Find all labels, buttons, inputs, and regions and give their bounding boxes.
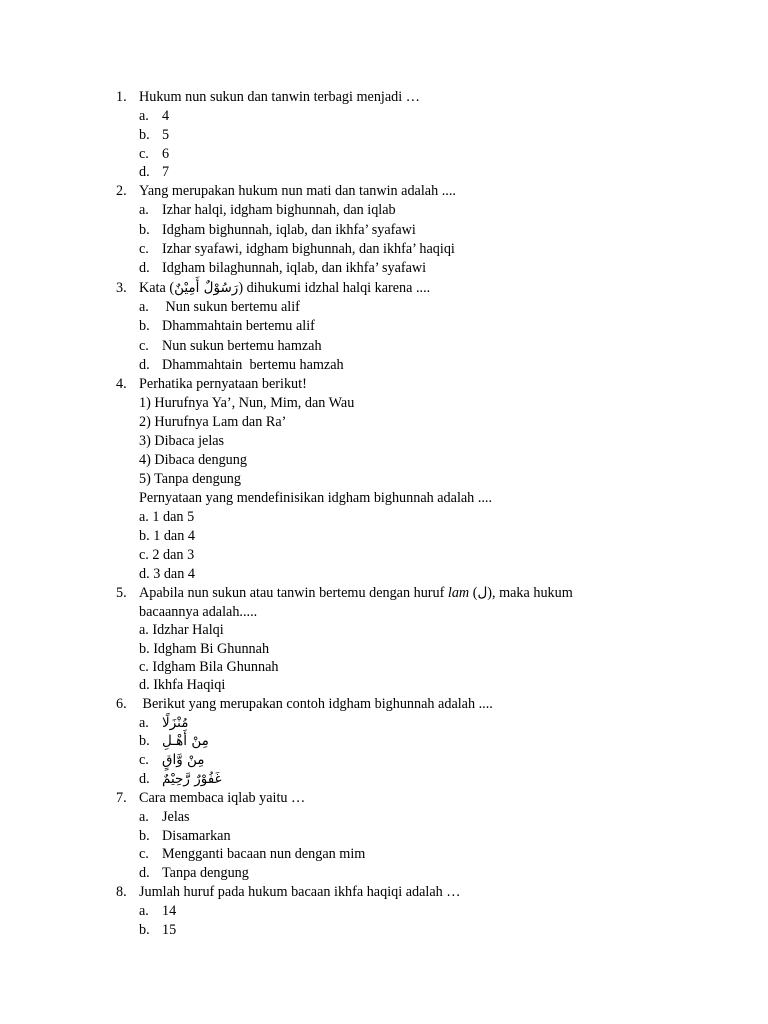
option-c <box>116 145 736 164</box>
option-text: 4 <box>162 108 170 124</box>
option-text: Dhammahtain bertemu alif <box>162 318 315 335</box>
option-a <box>116 714 736 733</box>
option-label: d. <box>139 771 150 788</box>
option-label: a. <box>139 808 149 825</box>
option-text: Idgham bilaghunnah, iqlab, dan ikhfa’ syafawi <box>162 260 427 277</box>
question-text-mid: ( <box>469 585 478 602</box>
option-c: c. Idgham Bila Ghunnah <box>139 659 279 676</box>
option-label: a. <box>139 202 149 219</box>
option-c <box>116 337 736 356</box>
option-d: d. 3 dan 4 <box>139 566 195 583</box>
question-text: Hukum nun sukun dan tanwin terbagi menjadi … <box>139 89 420 105</box>
question-stem <box>116 789 736 808</box>
option-c <box>116 240 736 259</box>
arabic-letter: ل <box>477 585 488 602</box>
option-label: b. <box>139 827 150 844</box>
question-text <box>139 584 619 621</box>
option-label: d. <box>139 260 150 277</box>
option-label: c. <box>139 241 149 257</box>
question-stem <box>116 695 736 714</box>
question-number: 3. <box>116 279 127 296</box>
question-stem <box>116 182 736 201</box>
question-number: 7. <box>116 789 127 806</box>
option-b <box>116 827 736 846</box>
option-label: b. <box>139 221 150 238</box>
question-4 <box>116 375 736 584</box>
question-text <box>139 280 430 296</box>
statement-5: 5) Tanpa dengung <box>139 471 241 488</box>
question-stem <box>116 584 736 621</box>
option-label: c. <box>139 752 149 769</box>
option-text: Izhar syafawi, idgham bighunnah, dan ikhfa’ haqiqi <box>162 241 455 257</box>
option-b: b. 1 dan 4 <box>139 528 195 545</box>
option-text: Dhammahtain bertemu hamzah <box>162 357 344 374</box>
question-3 <box>116 279 736 376</box>
option-label: d. <box>139 164 150 181</box>
option-d <box>116 864 736 883</box>
question-text: Yang merupakan hukum nun mati dan tanwin adalah .... <box>139 183 456 200</box>
option-d <box>116 163 736 182</box>
option-b: b. Idgham Bi Ghunnah <box>139 640 270 657</box>
question-number: 1. <box>116 89 127 105</box>
option-text: 7 <box>162 164 170 181</box>
option-b <box>116 126 736 145</box>
option-c: c. 2 dan 3 <box>139 547 195 564</box>
option-d <box>116 259 736 278</box>
option-a: a. Idzhar Halqi <box>139 622 224 639</box>
question-8 <box>116 883 736 940</box>
option-label: b. <box>139 126 150 143</box>
question-number: 4. <box>116 376 127 393</box>
option-label: d. <box>139 357 150 374</box>
question-number: 8. <box>116 884 127 900</box>
option-text: Jelas <box>162 808 190 825</box>
option-label: c. <box>139 337 149 354</box>
option-text: Tanpa dengung <box>162 865 249 882</box>
option-b <box>116 317 736 336</box>
question-2 <box>116 182 736 279</box>
option-label: a. <box>139 714 149 731</box>
question-text-before: Apabila nun sukun atau tanwin bertemu dengan huruf <box>139 585 448 602</box>
option-text: Nun sukun bertemu alif <box>162 298 300 315</box>
question-stem <box>116 279 736 298</box>
option-label: a. <box>139 298 149 315</box>
arabic-example: مِنْ أَهْـلِ <box>162 733 209 750</box>
option-text: Idgham bighunnah, iqlab, dan ikhfa’ syafawi <box>162 221 416 238</box>
option-c <box>116 751 736 770</box>
statement-1: 1) Hurufnya Ya’, Nun, Mim, dan Wau <box>139 395 355 412</box>
question-text: Berikut yang merupakan contoh idgham bighunnah adalah .... <box>139 695 493 712</box>
option-d: d. Ikhfa Haqiqi <box>139 677 226 694</box>
question-number: 6. <box>116 695 127 712</box>
option-d <box>116 770 736 789</box>
question-text-after: ), maka hukum bacaannya adalah..... <box>139 585 573 620</box>
option-text: Disamarkan <box>162 827 231 844</box>
question-stem <box>116 883 736 902</box>
question-text: Cara membaca iqlab yaitu … <box>139 789 306 806</box>
question-text-after: ) dihukumi idzhal halqi karena .... <box>238 279 431 296</box>
option-label: a. <box>139 903 149 919</box>
question-text: Jumlah huruf pada hukum bacaan ikhfa haqiqi adalah … <box>139 884 461 900</box>
question-6 <box>116 695 736 789</box>
option-label: c. <box>139 846 149 863</box>
option-a: a. 1 dan 5 <box>139 509 195 526</box>
option-text: Mengganti bacaan nun dengan mim <box>162 846 366 863</box>
quiz-list <box>116 88 736 940</box>
option-b <box>116 921 736 940</box>
question-number: 2. <box>116 183 127 200</box>
option-text: Nun sukun bertemu hamzah <box>162 337 322 354</box>
option-text: Izhar halqi, idgham bighunnah, dan iqlab <box>162 202 396 219</box>
option-a <box>116 298 736 317</box>
option-label: c. <box>139 145 149 162</box>
arabic-example: مِنْ وَّاقٍ <box>162 752 205 769</box>
statement-2: 2) Hurufnya Lam dan Ra’ <box>139 414 287 431</box>
option-b <box>116 221 736 240</box>
option-text: 14 <box>162 903 177 919</box>
option-label: d. <box>139 865 150 882</box>
option-text: 15 <box>162 921 177 938</box>
arabic-phrase: رَسُوْلٌ أَمِيْنٌ <box>174 279 239 296</box>
arabic-example: غَفُوْرٌ رَّحِيْمٌ <box>162 771 222 788</box>
question-number: 5. <box>116 585 127 602</box>
statement-4: 4) Dibaca dengung <box>139 452 247 469</box>
option-b <box>116 732 736 751</box>
question-text-before: Kata ( <box>139 279 175 296</box>
option-a <box>116 902 736 921</box>
italic-term: lam <box>447 585 470 602</box>
option-text: 5 <box>162 126 170 143</box>
option-label: a. <box>139 108 149 124</box>
option-d <box>116 356 736 375</box>
question-stem <box>116 88 736 107</box>
option-a <box>116 107 736 126</box>
arabic-example: مُنْزَلًا <box>162 714 189 731</box>
question-stem <box>116 375 736 394</box>
question-prompt: Pernyataan yang mendefinisikan idgham bighunnah adalah .... <box>139 490 493 507</box>
option-label: b. <box>139 318 150 335</box>
question-7 <box>116 789 736 883</box>
option-label: b. <box>139 733 150 750</box>
option-text: 6 <box>162 145 170 162</box>
question-text: Perhatika pernyataan berikut! <box>139 376 307 393</box>
option-label: b. <box>139 921 150 938</box>
option-a <box>116 201 736 220</box>
option-c <box>116 845 736 864</box>
question-5 <box>116 584 736 694</box>
statement-3: 3) Dibaca jelas <box>139 433 225 450</box>
option-a <box>116 808 736 827</box>
question-1 <box>116 88 736 182</box>
